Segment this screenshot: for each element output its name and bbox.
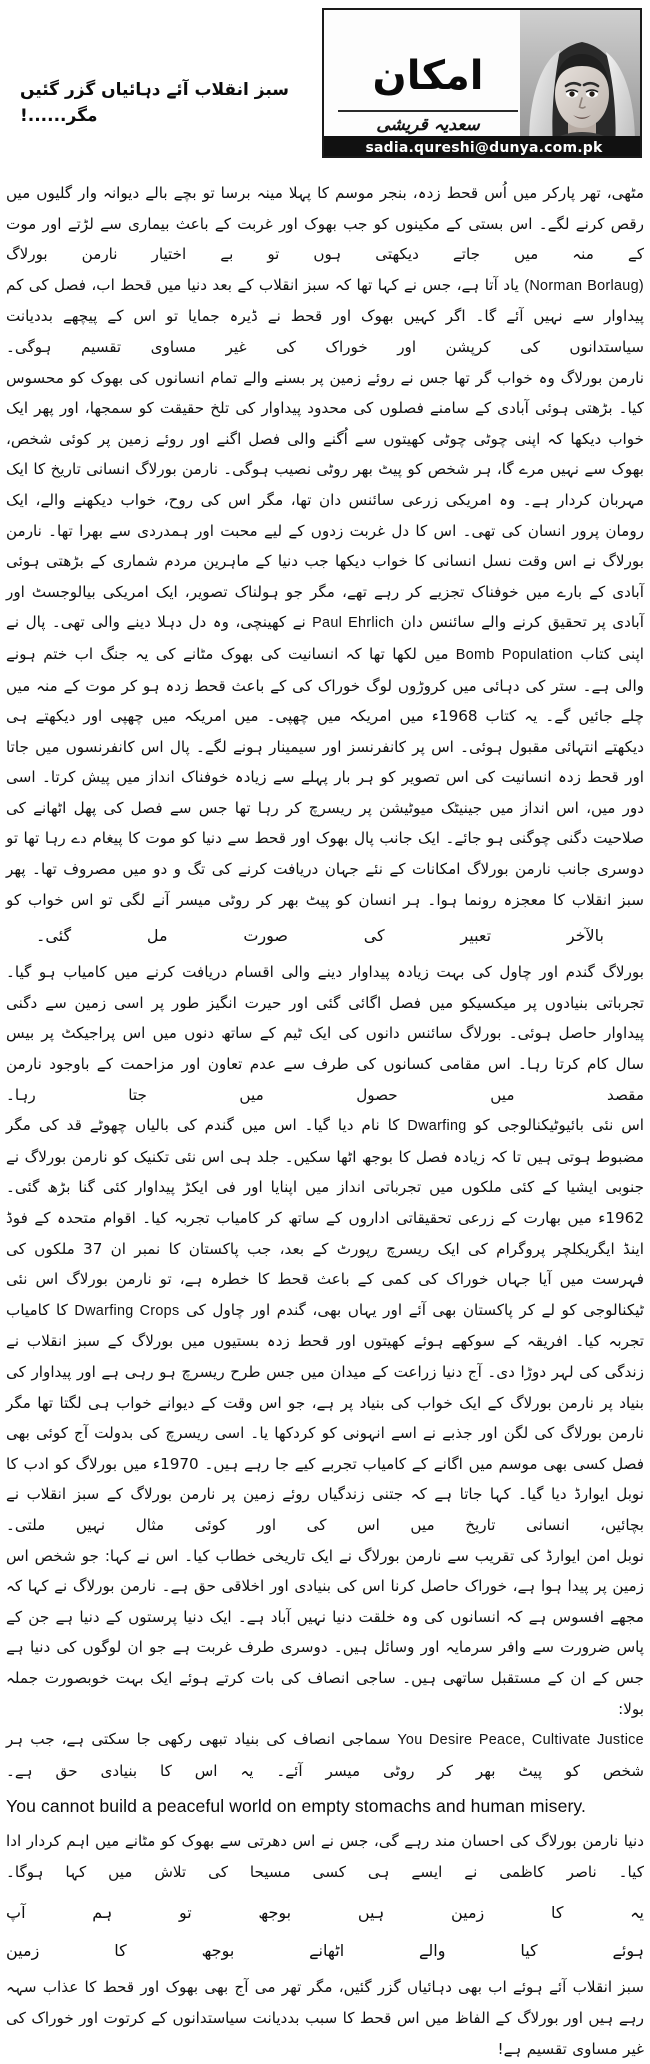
poem-text: ہوئے کیا والے اٹھانے بوجھ کا زمین <box>6 1941 644 1961</box>
paragraph-text: سبز انقلاب آئے ہوئے اب بھی دہائیاں گزر گئیں، مگر تھر می آج بھی بھوک اور قحط کا عذاب سہہ رہے ہیں اور بورلاگ کے الفاظ میں اس قحط کا سبب بددیانت سیاستدانوں کے کرتوت اور خوراک کی غیر مساوی تقسیم ہے! <box>6 1978 644 2058</box>
latin-term-norman-borlaug: (Norman Borlaug) <box>524 277 645 294</box>
latin-term-dwarfing-crops: Dwarfing Crops <box>74 1302 180 1319</box>
verse-spacer <box>6 1887 644 1892</box>
article-headline: سبز انقلاب آئے دہائیاں گزر گئیں مگر......! <box>20 80 290 126</box>
paragraph <box>6 178 644 270</box>
author-email-bar[interactable] <box>324 136 642 158</box>
column-brand-title: امکان <box>372 53 484 99</box>
poem-line-2 <box>6 1934 644 1968</box>
latin-term-dwarfing: Dwarfing <box>407 1118 467 1135</box>
english-quote-desire-peace: You Desire Peace, Cultivate Justice <box>397 1732 644 1749</box>
paragraph-text: یاد آتا ہے، جس نے کہا تھا کہ سبز انقلاب کے بعد دنیا میں قحط اب، فصل کی کم پیداوار سے نہیں آئے گا۔ اگر کہیں بھوک اور قحط نے ڈیرہ جمایا تو اس کے پیچھے بددیانت سیاستدانوں کی کرپشن اور خوراک کی غیر مساوی تقسیم ہوگی۔ <box>6 275 644 356</box>
english-pull-quote: You cannot build a peaceful world on empty stomachs and human misery. <box>6 1796 587 1817</box>
latin-term-bomb: Bomb <box>455 646 495 663</box>
paragraph <box>6 957 644 1110</box>
paragraph <box>6 1541 644 1725</box>
paragraph-text: نارمن بورلاگ وہ خواب گر تھا جس نے روئے زمین پر بسنے والے تمام انسانوں کی بھوک کو محسوس کیا۔ بڑھتی ہوئی آبادی کے سامنے فصلوں کی محدود پیداوار کی تلخ حقیقت کو سمجھا، اور پھر ایک خواب دیکھا کہ اپنی چوٹی چوٹی کھیتوں سے اُگنے والی فصل اگنے اور روئے زمین پر کوئی شخص، بھوک سے نہیں مرے گا، ہر شخص کو پیٹ بھر روٹی نصیب ہوگی۔ نارمن بورلاگ انسانی تاریخ کا ایک مہربان کردار ہے۔ وہ امریکی زرعی سائنس دان تھا، مگر اس کی روح، خواب دیکھنے والے، ایک رومان پرور انسان کی تھی۔ اس کا دل غربت زدوں کے لیے محبت اور ہمدردی سے بھرا تھا۔ نارمن بورلاگ نے اس وقت نسل انسانی کا خواب دیکھا جب دنیا کے ماہرین مردم شماری کے بڑھتی ہوئی آبادی کے بارے میں خوفناک تجزیے کر رہے تھے، مگر جو ہولناک تصویر، ایک امریکی بیالوجسٹ اور آبادی پر تحقیق کرنے والے سائنس دان <box>6 368 645 632</box>
paragraph-text: نے کھینچی، وہ دل دہلا دینے والی تھی۔ پال نے اپنی کتاب <box>6 613 645 663</box>
paragraph-text: دنیا نارمن بورلاگ کی احسان مند رہے گی، جس نے اس دھرتی سے بھوک کو مٹانے میں اہم کردار ادا کیا۔ ناصر کاظمی نے ایسے ہی کسی مسیحا کی تلاش میں کہا ہوگا۔ <box>6 1832 644 1881</box>
paragraph-text: سماجی انصاف کی بنیاد تبھی رکھی جا سکتی ہے، جب ہر شخص کو پیٹ بھر کر روٹی میسر آئے۔ یہ اس کا بنیادی حق ہے۔ <box>6 1730 644 1780</box>
author-email: sadia.qureshi@dunya.com.pk <box>365 140 603 156</box>
paragraph-text: مٹھی، تھر پارکر میں اُس قحط زدہ، بنجر موسم کا پہلا مینہ برسا تو بچے بالے دیوانہ وار گلیوں میں رقص کرنے لگے۔ اس بستی کے مکینوں کو جب بھوک اور غربت کے باعث بیماری سے لڑتے اور موت کے منہ میں جاتے دیکھتی ہوں تو بے اختیار نارمن بورلاگ <box>6 184 644 264</box>
article-body <box>6 178 644 2064</box>
paragraph-closing <box>6 1972 644 2064</box>
paragraph-text: کا نام دیا گیا۔ اس میں گندم کی بالیاں چھوٹے قد کی مگر مضبوط ہوتی ہیں تا کہ زیادہ فصل کا بوجھ اٹھا سکیں۔ جلد ہی اس نئی تکنیک کو نارمن بورلاگ نے جنوبی ایشیا کے کئی ملکوں میں تجرباتی انداز میں اپنایا اور فی ایکڑ پیداوار کئی گنا بڑھ گئی۔ 1962ء میں بھارت کے زرعی تحقیقاتی اداروں کے ساتھ کر کامیاب تجربہ کیا۔ اقوام متحدہ کے فوڈ اینڈ ایگریکلچر پروگرام کی ایک ریسرچ رپورٹ کے بعد، جب پاکستان کا نمبر ان 37 ملکوں کی فہرست میں آیا جہاں خوراک کی کمی کے باعث قحط کا خطرہ ہے، تو نارمن بورلاگ اس نئی ٹیکنالوجی کو لے کر پاکستان بھی آئے اور یہاں بھی، گندم اور چاول کی <box>6 1116 645 1319</box>
paragraph <box>6 1826 644 1887</box>
masthead <box>0 0 650 172</box>
paragraph <box>6 363 644 916</box>
paragraph-text: کا کامیاب تجربہ کیا۔ افریقہ کے سوکھے ہوئے کھیتوں اور قحط زدہ بستیوں میں بورلاگ کے سبز انقلاب نے زندگی کی لہر دوڑا دی۔ آج دنیا زراعت کے میدان میں جس طرح ریسرچ ہو رہی ہے اور پیداوار کی بنیاد پر نارمن بورلاگ کے ایک خواب کی بنیاد پر ہے، جو اس وقت کے دیوانے خواب ہی لگتا تھا مگر نارمن بورلاگ کی لگن اور جذبے نے اسے انہونی کو کردکھا یا۔ اسی ریسرچ کی بدولت آج کوئی بھی فصل کسی بھی موسم میں اگانے کے کامیاب تجربے کیے جا رہے ہیں۔ 1970ء میں بورلاگ کو ادب کا نوبل ایوارڈ دیا گیا۔ کہا جاتا ہے کہ جتنی زندگیاں روئے زمین پر نارمن بورلاگ کے سبز انقلاب نے بچائیں، انسانی تاریخ میں اس کی اور کوئی مثال نہیں ملتی۔ <box>6 1300 644 1534</box>
poem-line-1 <box>6 1896 644 1930</box>
paragraph-text: بورلاگ گندم اور چاول کی بہت زیادہ پیداوار دینے والی اقسام دریافت کرنے میں کامیاب ہو گیا۔ تجرباتی بنیادوں پر میکسیکو میں فصل اگائی گئی اور حیرت انگیز طور پر اسی زمین سے دگنی پیداوار حاصل ہوئی۔ بورلاگ سائنس دانوں کی ایک ٹیم کے ساتھ دنوں میں اس پراجیکٹ پر بیس سال کام کرتا رہا۔ اس مقامی کسانوں کی طرف سے عدم تعاون اور مزاحمت کے باوجود نارمن مقصد میں حصول میں جتا رہا۔ <box>6 963 644 1104</box>
paragraph-text: میں لکھا تھا کہ انسانیت کی بھوک مٹانے کی یہ جنگ اب ختم ہونے والی ہے۔ ستر کی دہائی میں کروڑوں لوگ خوراک کی کے باعث قحط زدہ ہو کر موت کے منہ میں چلے جائیں گے۔ یہ کتاب 1968ء میں امریکہ میں چھپی۔ میں امریکہ میں چھپی اور دیکھتے ہی دیکھتے انتہائی مقبول ہوئی۔ اس پر کانفرنسز اور سیمینار ہونے لگے۔ پال اس کانفرنسوں میں جاتا اور قحط زدہ انسانیت کی اس تصویر کو ہر بار پہلے سے زیادہ خوفناک انداز میں پیش کرتا۔ اسی دور میں، اس انداز میں جینیٹک میوٹیشن پر ریسرچ کر رہا تھا جس سے فصل کی پھل اٹھانے کی صلاحیت دگنی چوگنی ہو جائے۔ ایک جانب پال بھوک اور قحط سے دنیا کو موت کا پیغام دے رہا تھا تو دوسری جانب نارمن بورلاگ امکانات کے نئے جہان دریافت کرنے کی تگ و دو میں مصروف تھا۔ پھر سبز انقلاب کا معجزہ رونما ہوا۔ ہر انسان کو پیٹ بھر کر روٹی میسر آنے لگی تو اس خواب کو <box>6 644 645 909</box>
column-logo-box <box>322 8 642 158</box>
paragraph-with-inline-quote <box>6 1724 644 1786</box>
author-byline: سعدیہ قریشی <box>376 115 480 135</box>
latin-term-population: Population <box>501 646 573 663</box>
latin-term-paul-ehrlich: Paul Ehrlich <box>312 615 395 632</box>
paragraph <box>6 1110 644 1540</box>
verse-text: بالآخر تعبیر کی صورت مل گئی۔ <box>36 926 604 946</box>
pull-verse-line <box>6 919 644 953</box>
paragraph-text: اس نئی بائیوٹیکنالوجی کو <box>474 1116 644 1135</box>
poem-text: یہ کا زمین ہیں بوجھ تو ہم آپ <box>6 1903 644 1923</box>
paragraph <box>6 270 644 363</box>
paragraph-text: نوبل امن ایوارڈ کی تقریب سے نارمن بورلاگ نے ایک تاریخی خطاب کیا۔ اس نے کہا: جو شخص اس زمین پر پیدا ہوا ہے، خوراک حاصل کرنا اس کی بنیادی اور اخلاقی حق ہے۔ نارمن بورلاگ نے کہا کہ مجھے افسوس ہے کہ انسانوں کی وہ خلقت دنیا نہیں آباد ہے۔ ایک دنیا پرستوں کے دنیا ہے جن کے پاس ضرورت سے وافر سرمایہ اور وسائل ہیں۔ دوسری طرف غربت ہے جو ان لوگوں کی دنیا ہے جس کے ان کے مستقبل ساتھی ہیں۔ ساجی انصاف کی بات کرتے ہوئے ایک بہت خوبصورت جملہ بولا: <box>6 1546 644 1718</box>
brand-divider <box>338 110 518 112</box>
